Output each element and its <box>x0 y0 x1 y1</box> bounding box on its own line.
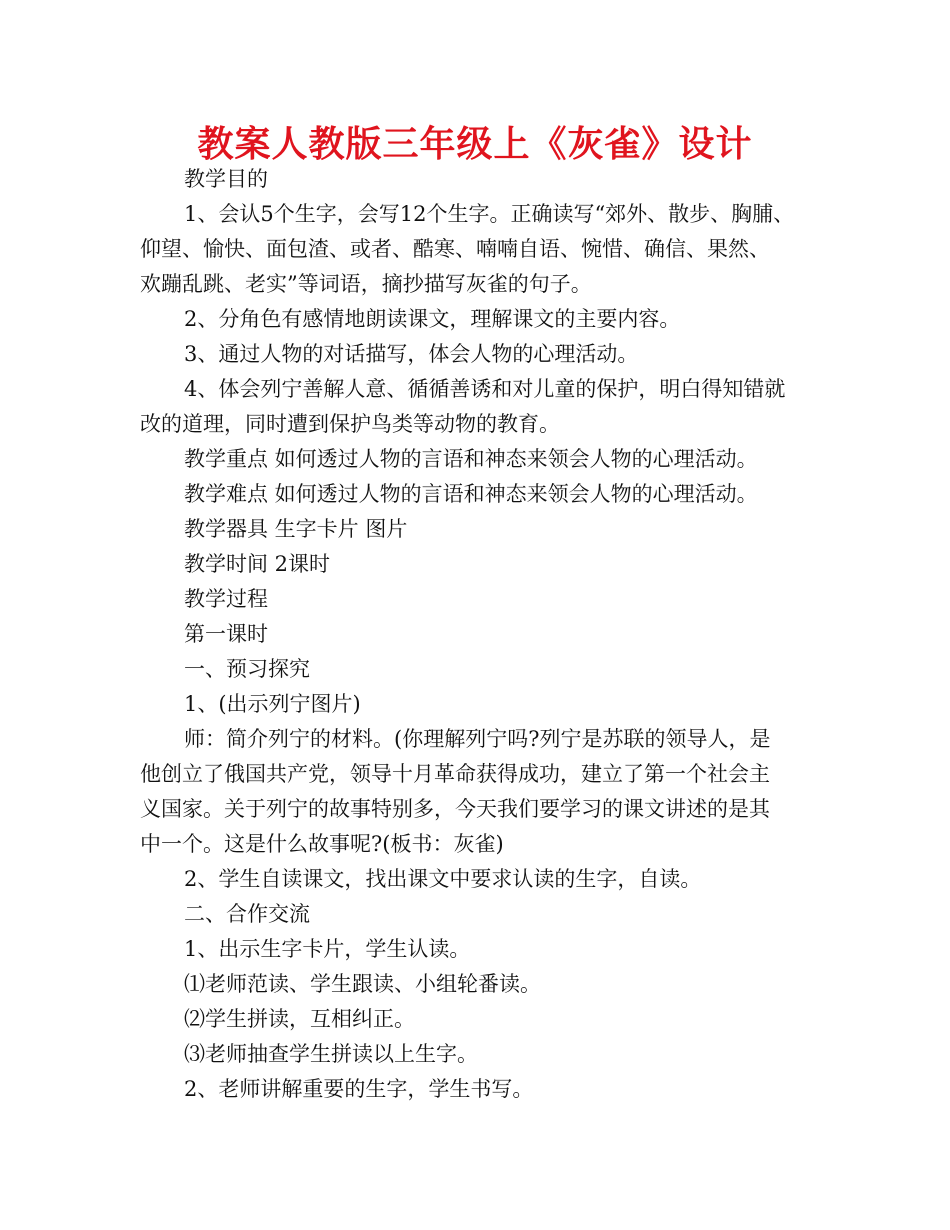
text-line: 第一课时 <box>184 622 268 646</box>
text-line: 1、出示生字卡片，学生认读。 <box>184 937 471 961</box>
text-line: 仰望、愉快、面包渣、或者、酷寒、喃喃自语、惋惜、确信、果然、 <box>140 237 770 261</box>
text-line: 义国家。关于列宁的故事特别多，今天我们要学习的课文讲述的是其 <box>140 797 770 821</box>
text-line: 2、老师讲解重要的生字，学生书写。 <box>184 1077 534 1101</box>
text-line: 师：简介列宁的材料。(你理解列宁吗?列宁是苏联的领导人，是 <box>184 727 771 751</box>
text-line: 教学目的 <box>184 167 268 191</box>
text-line: 2、分角色有感情地朗读课文，理解课文的主要内容。 <box>184 307 681 331</box>
text-line: 4、体会列宁善解人意、循循善诱和对儿童的保护，明白得知错就 <box>184 377 786 401</box>
text-line: 教学难点 如何透过人物的言语和神态来领会人物的心理活动。 <box>184 482 758 506</box>
text-line: 教学过程 <box>184 587 268 611</box>
text-line: 中一个。这是什么故事呢?(板书：灰雀) <box>140 832 504 856</box>
text-line: 一、预习探究 <box>184 657 310 681</box>
text-line: 他创立了俄国共产党，领导十月革命获得成功，建立了第一个社会主 <box>140 762 770 786</box>
text-line: ⑴老师范读、学生跟读、小组轮番读。 <box>184 972 541 996</box>
document-body <box>140 162 830 1107</box>
text-line: 1、(出示列宁图片) <box>184 692 361 716</box>
text-line: 教学器具 生字卡片 图片 <box>184 517 408 541</box>
text-line: 3、通过人物的对话描写，体会人物的心理活动。 <box>184 342 639 366</box>
text-line: 欢蹦乱跳、老实”等词语，摘抄描写灰雀的句子。 <box>140 272 592 296</box>
text-line: ⑶老师抽查学生拼读以上生字。 <box>184 1042 478 1066</box>
text-line: 改的道理，同时遭到保护鸟类等动物的教育。 <box>140 412 560 436</box>
text-line: 教学重点 如何透过人物的言语和神态来领会人物的心理活动。 <box>184 447 758 471</box>
text-line: ⑵学生拼读，互相纠正。 <box>184 1007 415 1031</box>
text-line: 教学时间 2课时 <box>184 552 331 576</box>
text-line: 二、合作交流 <box>184 902 310 926</box>
text-line: 2、学生自读课文，找出课文中要求认读的生字，自读。 <box>184 867 702 891</box>
document-title: 教案人教版三年级上《灰雀》设计 <box>197 124 753 165</box>
text-line: 1、会认5个生字，会写12个生字。正确读写“郊外、散步、胸脯、 <box>184 202 795 226</box>
